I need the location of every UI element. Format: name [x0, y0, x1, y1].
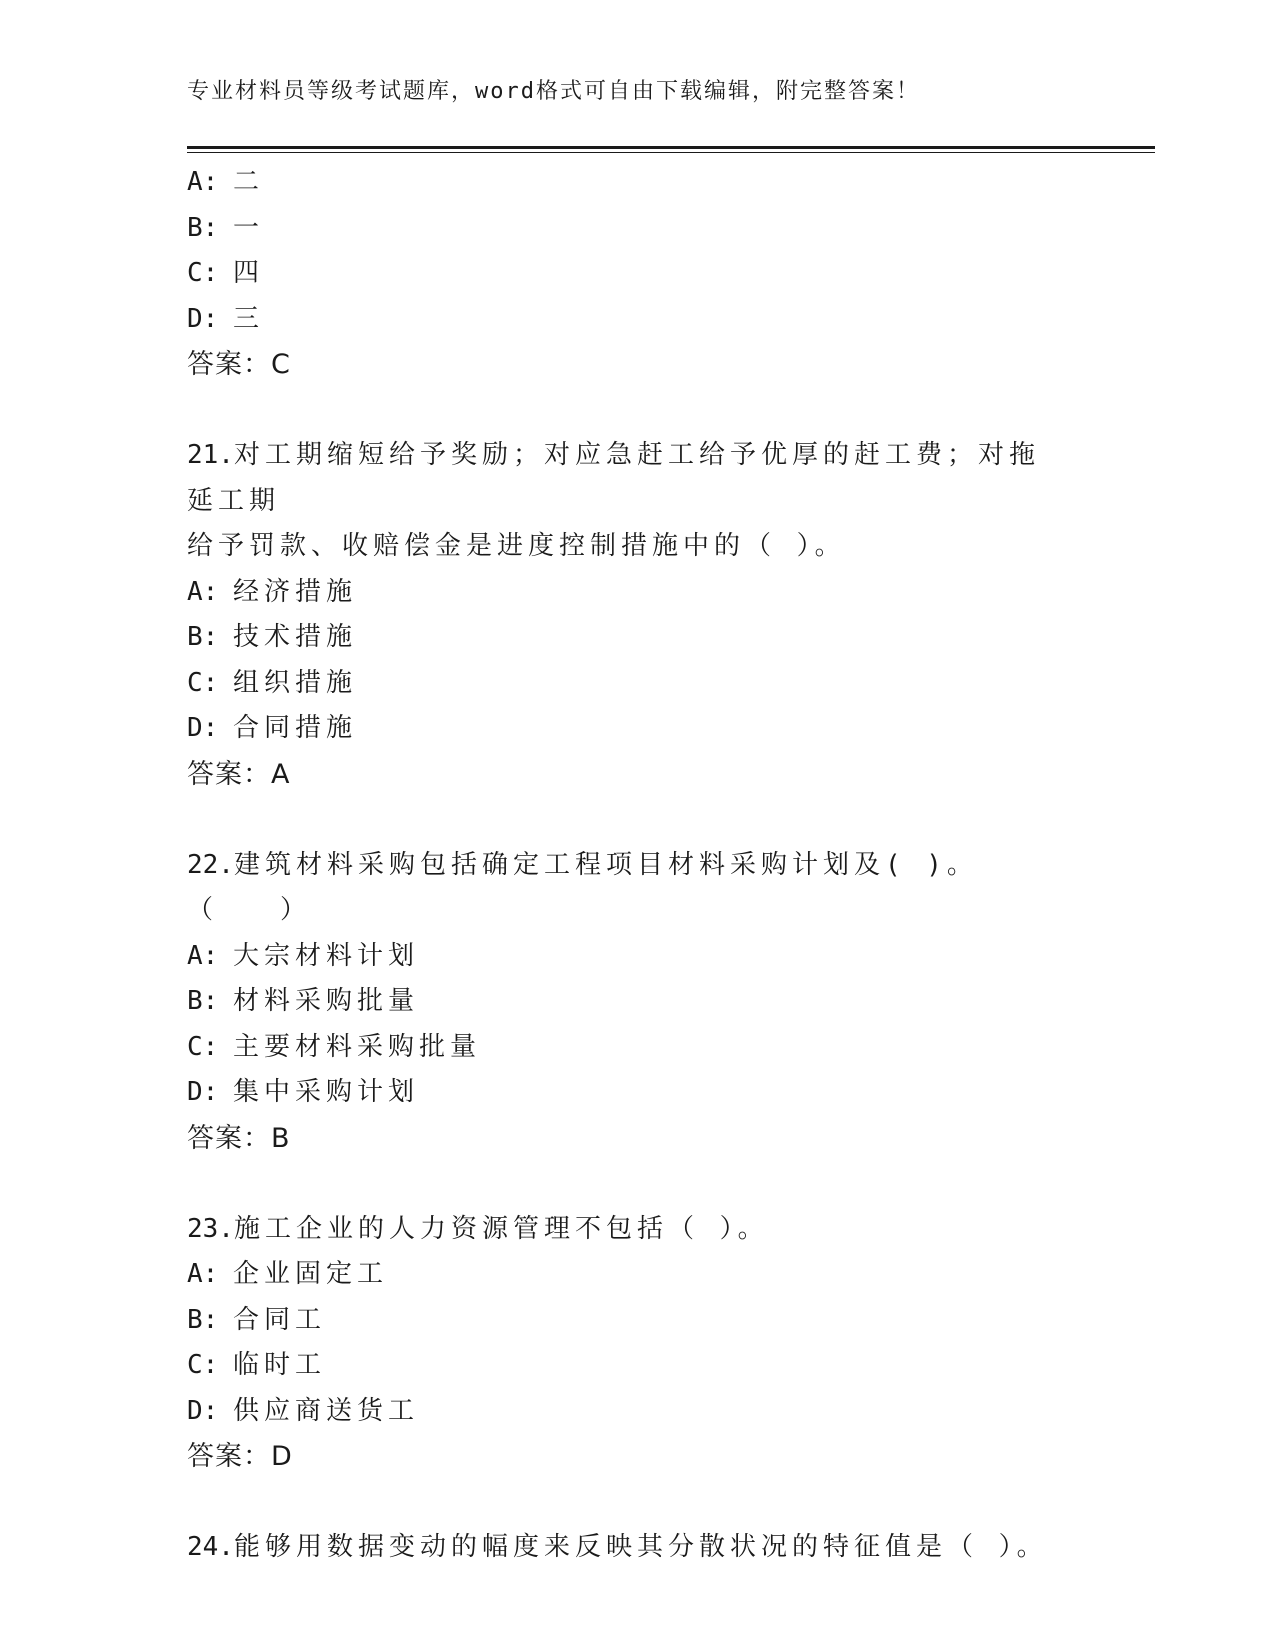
question-text [187, 843, 1067, 934]
page-header: 专业材料员等级考试题库，word格式可自由下载编辑，附完整答案！ [187, 79, 920, 104]
option-text: 合同工 [233, 1304, 327, 1335]
option-a [187, 570, 1087, 616]
option-d [187, 1389, 1087, 1435]
option-letter: A: [187, 576, 219, 607]
answer-value: A [271, 758, 291, 790]
header-divider [187, 146, 1155, 153]
option-letter: B: [187, 986, 219, 1016]
question-text [187, 433, 1067, 570]
answer-value: D [271, 1441, 293, 1472]
question-number: 23. [187, 1213, 234, 1244]
option-text: 合同措施 [233, 713, 358, 743]
option-c [187, 251, 1087, 297]
option-text: 技术措施 [233, 622, 358, 652]
option-d [187, 706, 1087, 752]
option-letter: D: [187, 303, 219, 334]
option-letter: A: [187, 167, 219, 197]
option-text: 大宗材料计划 [233, 940, 420, 971]
option-text: 组织措施 [233, 667, 358, 698]
option-text: 临时工 [233, 1350, 327, 1380]
option-letter: B: [187, 212, 219, 243]
option-letter: D: [187, 1395, 219, 1426]
answer-line [187, 342, 1087, 388]
option-letter: C: [187, 1350, 219, 1380]
option-a [187, 1252, 1087, 1298]
option-a [187, 934, 1087, 980]
answer-label: 答案： [187, 349, 271, 380]
question-23 [187, 1207, 1087, 1480]
option-letter: C: [187, 1031, 219, 1062]
question-text [187, 1207, 1067, 1253]
answer-value: B [271, 1122, 291, 1154]
answer-label: 答案： [187, 758, 271, 790]
question-text-line2: 给予罚款、收赔偿金是进度控制措施中的（ ）。 [187, 531, 846, 561]
question-text-line1: 能够用数据变动的幅度来反映其分散状况的特征值是（ ）。 [233, 1532, 1048, 1562]
answer-line [187, 1116, 1087, 1162]
option-text: 材料采购批量 [233, 986, 420, 1016]
answer-label: 答案： [187, 1441, 271, 1472]
option-letter: A: [187, 1259, 219, 1289]
question-24 [187, 1525, 1087, 1571]
option-d [187, 297, 1087, 343]
option-text: 主要材料采购批量 [233, 1031, 482, 1062]
option-text: 一 [233, 212, 265, 243]
question-number: 24. [187, 1532, 234, 1562]
option-text: 经济措施 [233, 576, 358, 607]
option-text: 三 [233, 303, 265, 334]
option-b [187, 615, 1087, 661]
option-b [187, 206, 1087, 252]
option-b [187, 1298, 1087, 1344]
option-b [187, 979, 1087, 1025]
option-c [187, 1025, 1087, 1071]
option-c [187, 661, 1087, 707]
question-text-line1: 施工企业的人力资源管理不包括（ ）。 [233, 1213, 769, 1244]
option-text: 企业固定工 [233, 1259, 389, 1289]
question-number: 22. [187, 849, 234, 880]
option-text: 四 [233, 258, 265, 288]
question-text-line1: 对工期缩短给予奖励；对应急赶工给予优厚的赶工费；对拖延工期 [187, 440, 1040, 516]
option-letter: A: [187, 940, 219, 971]
answer-value: C [271, 349, 291, 380]
option-d [187, 1070, 1087, 1116]
option-letter: C: [187, 667, 219, 698]
answer-line [187, 1434, 1087, 1480]
question-text-line1: 建筑材料采购包括确定工程项目材料采购计划及( )。（ ） [187, 849, 978, 925]
option-a [187, 160, 1087, 206]
option-letter: C: [187, 258, 219, 288]
option-letter: D: [187, 713, 219, 743]
question-text [187, 1525, 1067, 1571]
option-letter: B: [187, 1304, 219, 1335]
option-text: 集中采购计划 [233, 1077, 420, 1107]
option-text: 供应商送货工 [233, 1395, 420, 1426]
option-letter: D: [187, 1077, 219, 1107]
option-letter: B: [187, 622, 219, 652]
question-21 [187, 433, 1087, 797]
question-number: 21. [187, 440, 234, 470]
question-22 [187, 843, 1087, 1162]
document-body [187, 160, 1087, 1571]
option-text: 二 [233, 167, 265, 197]
prev-question-block [187, 160, 1087, 388]
answer-label: 答案： [187, 1122, 271, 1154]
answer-line [187, 752, 1087, 798]
option-c [187, 1343, 1087, 1389]
